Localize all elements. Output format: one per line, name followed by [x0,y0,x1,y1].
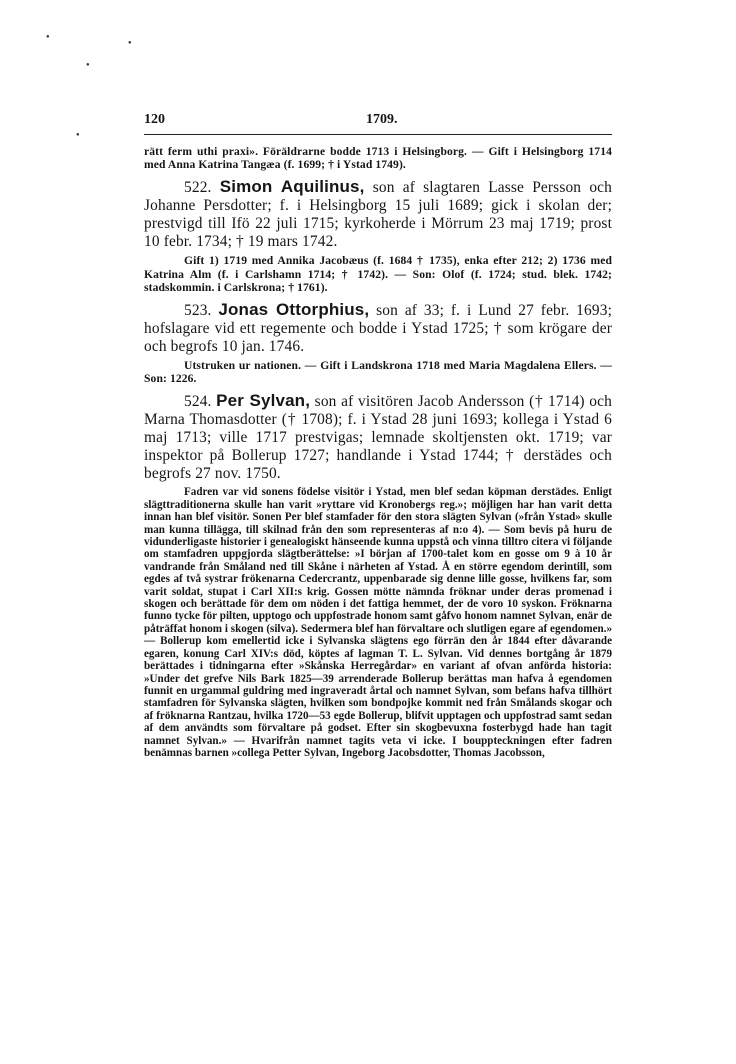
entry-name: Jonas Ottorphius, [218,300,370,320]
carryover-paragraph: rätt ferm uthi praxi». Föräldrarne bodde 1713 i Helsingborg. — Gift i Helsingborg 1714 med Anna Katrina Tangæa (f. 1699; † i Ystad 1749). [144,145,612,172]
entry-note: Utstruken ur nationen. — Gift i Landskrona 1718 med Maria Magdalena Ellers. — Son: 1226. [144,359,612,386]
entry-number: 522. [184,179,212,197]
entry-523 [144,301,612,385]
entry-522 [144,178,612,294]
running-year: 1709. [366,112,398,127]
entry-note: Fadren var vid sonens födelse visitör i Ystad, men blef sedan köpman derstädes. Enligt slägttraditionerna skulle han varit »ryttare vid Kronobergs reg.»; möjligen har han varit detta innan han blef visitör. Sonen Per blef stamfader för den stora slägten Sylvan (»från Ystad» skulle man kunna tillägga, till skilnad från den som representeras af n:o 4). — Som bevis på huru de vidunderligaste historier i genealogiskt hänseende kunna uppstå och vinna tilltro citera vi följande om stamfadren uppgjorda slägtberättelse: »I början af 1700-talet kom en gosse om 9 à 10 år vandrande från Småland ned till Skåne i närheten af Ystad. Å en större egendom derintill, som egdes af två systrar frökenarna Cedercrantz, uppenbarade sig denne lille gosse, hvilkens far, som varit soldat, stupat i Carl XII:s krig. Gossen mötte nämnda fröknar under deras promenad i skogen och berättade för dem om nöden i det fattiga hemmet, der de voro 10 syskon. Fröknarna funno tycke för pilten, upptogo och uppfostrade honom samt gåfvo honom namnet Sylvan, enär de påträffat honom i skogen (silva). Sedermera blef han förvaltare och slutligen egare af egendomen.» — Bollerup kom emellertid icke i Sylvanska slägtens ego förrän den år 1844 efter dåvarande egaren, konung Carl XIV:s död, köptes af lagman T. L. Sylvan. Vid dennes bortgång år 1879 berättades i tidningarna efter »Skånska Herregårdar» en variant af ofvan anförda historia: »Under det grefve Nils Bark 1825—39 arrenderade Bollerup berättas man hafva å egendomen funnit en urgammal guldring med ingraveradt årtal och namnet Sylvan, som befans hafva tillhört stamfadren för Sylvanska slägten, hvilken som bondpojke kommit ned från Smålands skogar och af fröknarna Rantzau, hvilka 1720—53 egde Bollerup, blifvit upptagen och uppfostrad samt sedan af dem användts som förvaltare på godset. Efter sin skogbevuxna fosterbygd hade han tagit namnet Sylvan.» — Hvarifrån namnet tagits veta vi icke. I bouppteckningen efter fadren benämnas barnen »collega Petter Sylvan, Ingeborg Jacobsdotter, Thomas Jacobsson, [144,486,612,759]
entry-name: Per Sylvan, [216,391,311,411]
entry-bio [144,178,612,251]
margin-speck: ● [86,62,90,68]
header-rule [144,134,612,135]
entry-bio-text: son af visitören Jacob Andersson († 1714) och Marna Thomasdotter († 1708); f. i Ystad 28 juni 1693; kollega i Ystad 6 maj 1713; ville 1717 prestvigas; lemnade skoltjensten okt. 1719; var inspektor på Bollerup 1727; handlande i Ystad 1744; † derstädes och begrofs 27 nov. 1750. [144,393,612,483]
entry-number: 524. [184,393,212,411]
entry-bio [144,392,612,483]
entry-bio-text: son af 33; f. i Lund 27 febr. 1693; hofslagare vid ett regemente och bodde i Ystad 1725; † som krögare der och begrofs 10 jan. 1746. [144,302,612,356]
margin-speck: ● [76,132,80,138]
entry-bio [144,301,612,356]
entry-number: 523. [184,302,212,320]
margin-speck: ● [128,40,132,46]
entry-name: Simon Aquilinus, [219,177,365,197]
book-page [144,112,612,759]
entry-note: Gift 1) 1719 med Annika Jacobæus (f. 1684 † 1735), enka efter 212; 2) 1736 med Katrina Alm (f. i Carlshamn 1714; † 1742). — Son: Olof (f. 1724; stud. blek. 1742; stadskommin. i Carlskrona; † 1761). [144,254,612,294]
margin-speck: ● [46,34,50,40]
entry-524 [144,392,612,759]
entry-bio-text: son af slagtaren Lasse Persson och Johanne Persdotter; f. i Helsingborg 15 juli 1689; gick i skolan der; prestvigd till Ifö 22 juli 1715; kyrkoherde i Mörrum 23 maj 1719; prost 10 febr. 1734; † 19 mars 1742. [144,179,613,251]
page-number: 120 [144,112,165,127]
running-header [144,112,612,130]
